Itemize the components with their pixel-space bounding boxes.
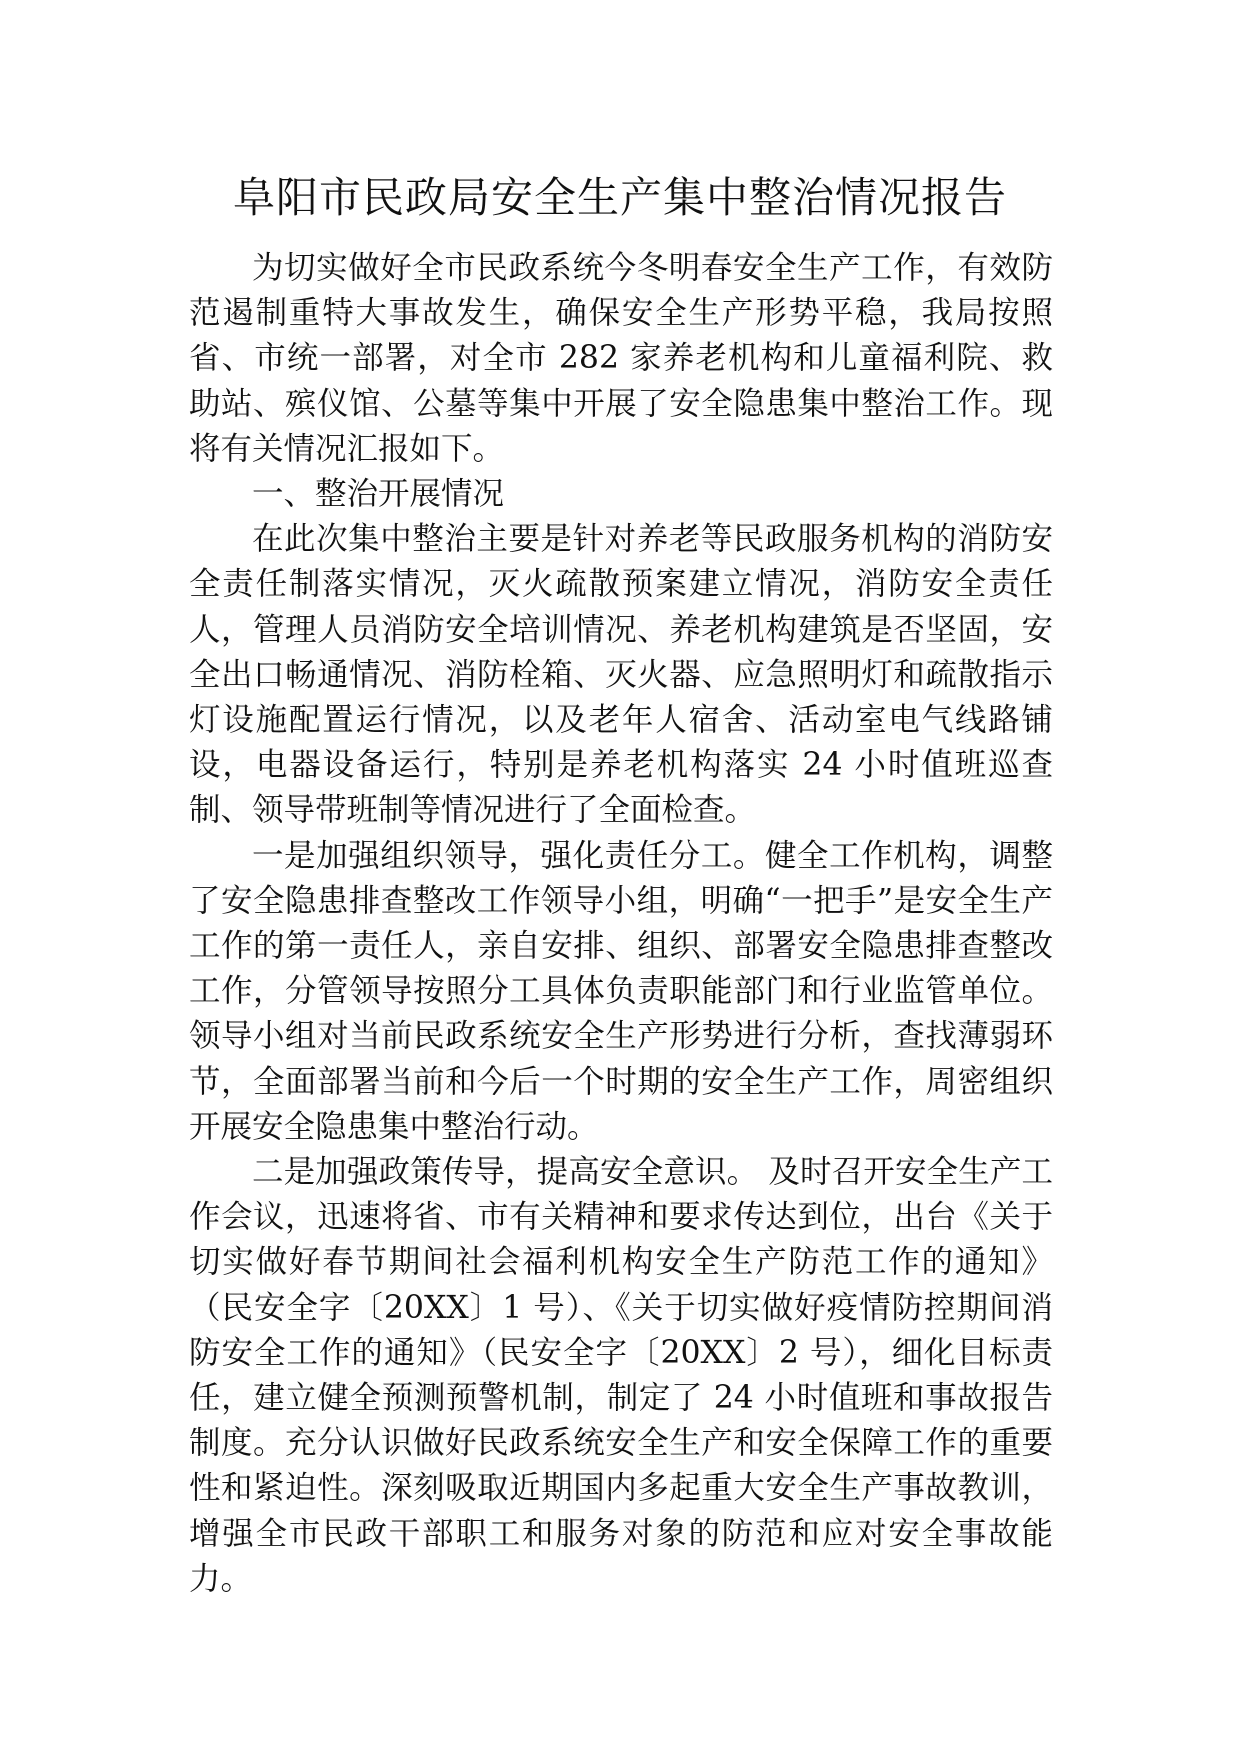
document-body <box>189 246 1053 1602</box>
paragraph-overview: 在此次集中整治主要是针对养老等民政服务机构的消防安全责任制落实情况，灭火疏散预案建立情况，消防安全责任人，管理人员消防安全培训情况、养老机构建筑是否坚固，安全出口畅通情况、消防栓箱、灭火器、应急照明灯和疏散指示灯设施配置运行情况，以及老年人宿舍、活动室电气线路铺设，电器设备运行，特别是养老机构落实 24 小时值班巡查制、领导带班制等情况进行了全面检查。 <box>189 521 1053 829</box>
section-heading: 一、整治开展情况 <box>252 476 505 513</box>
document-title: 阜阳市民政局安全生产集中整治情况报告 <box>232 173 1007 222</box>
paragraph-point-one: 一是加强组织领导，强化责任分工。健全工作机构，调整了安全隐患排查整改工作领导小组，明确“一把手”是安全生产工作的第一责任人，亲自安排、组织、部署安全隐患排查整改工作，分管领导按照分工具体负责职能部门和行业监管单位。领导小组对当前民政系统安全生产形势进行分析，查找薄弱环节，全面部署当前和今后一个时期的安全生产工作，周密组织开展安全隐患集中整治行动。 <box>189 837 1053 1145</box>
paragraph-point-two: 二是加强政策传导，提高安全意识。 及时召开安全生产工作会议，迅速将省、市有关精神和要求传达到位，出台《关于切实做好春节期间社会福利机构安全生产防范工作的通知》（民安全字〔20XX〕1 号）、《关于切实做好疫情防控期间消防安全工作的通知》（民安全字〔20XX〕2 号），细化目标责任，建立健全预测预警机制，制定了 24 小时值班和事故报告制度。充分认识做好民政系统安全生产和安全保障工作的重要性和紧迫性。深刻吸取近期国内多起重大安全生产事故教训，增强全市民政干部职工和服务对象的防范和应对安全事故能力。 <box>189 1154 1053 1597</box>
paragraph-intro: 为切实做好全市民政系统今冬明春安全生产工作，有效防范遏制重特大事故发生，确保安全生产形势平稳，我局按照省、市统一部署，对全市 282 家养老机构和儿童福利院、救助站、殡仪馆、公墓等集中开展了安全隐患集中整治工作。现将有关情况汇报如下。 <box>189 250 1053 467</box>
